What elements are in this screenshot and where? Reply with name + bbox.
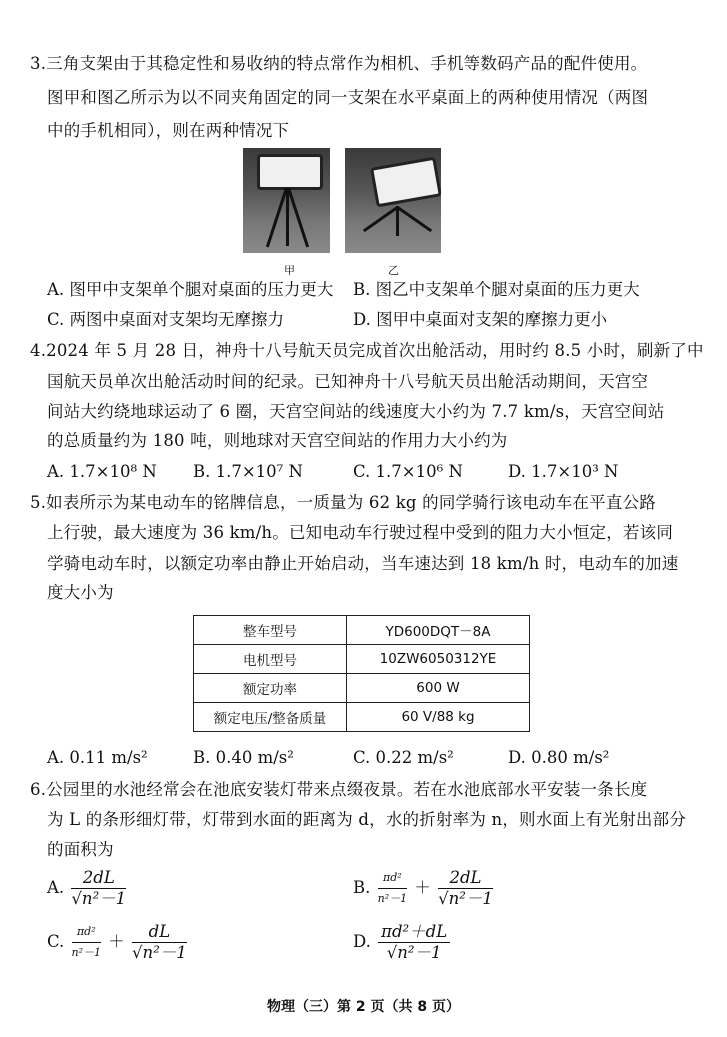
fraction [132,922,187,963]
plus-sign: ＋ [414,878,431,897]
q4-line3: 间站大约绕地球运动了 6 圈，天宫空间站的线速度大小约为 7.7 km/s，天宫空间站 [47,402,665,421]
figure-yi-photo [345,148,441,253]
option-letter: D. [353,932,371,951]
denominator: √n²－1 [132,943,187,962]
table-value: 10ZW6050312YE [347,645,530,674]
denominator: √n²－1 [71,889,127,908]
option-letter: B. [353,878,371,897]
fraction [71,868,126,909]
phone-shape [370,157,441,208]
figure-label-jia: 甲 [284,264,295,277]
table-value: YD600DQT－8A [347,616,530,645]
table-row [194,645,530,674]
plus-sign: ＋ [108,932,125,951]
fraction [72,922,102,963]
q6-option-d [353,922,452,963]
table-row [194,703,530,732]
q3-line1: 3.三角支架由于其稳定性和易收纳的特点常作为相机、手机等数码产品的配件使用。 [30,54,648,73]
q3-option-c: C. 两图中桌面对支架均无摩擦力 [47,310,285,329]
page-footer: 物理（三）第 2 页（共 8 页） [267,999,460,1015]
q6-option-a [47,868,128,909]
table-key: 额定功率 [194,674,347,703]
q3-line2: 图甲和图乙所示为以不同夹角固定的同一支架在水平桌面上的两种使用情况（两图 [47,88,649,107]
option-letter: A. [47,878,65,897]
q6-option-c [47,922,189,963]
fraction [378,922,450,963]
table-row [194,616,530,645]
table-key: 电机型号 [194,645,347,674]
q5-option-a: A. 0.11 m/s² [47,748,148,767]
q6-line1: 6.公园里的水池经常会在池底安装灯带来点缀夜景。若在水池底部水平安装一条长度 [30,780,648,799]
table-value: 60 V/88 kg [347,703,530,732]
q4-option-d: D. 1.7×10³ N [508,462,619,481]
denominator: √n²－1 [386,943,442,962]
q4-option-a: A. 1.7×10⁸ N [47,462,157,481]
numerator: dL [132,922,187,943]
tripod-leg [398,207,432,232]
q3-option-a: A. 图甲中支架单个腿对桌面的压力更大 [47,280,334,299]
denominator: n²－1 [71,946,102,959]
q5-line3: 学骑电动车时，以额定功率由静止开始启动，当车速达到 18 km/h 时，电动车的加速 [47,554,679,573]
option-letter: C. [47,932,65,951]
numerator: πd² [378,868,408,889]
q5-line1: 5.如表所示为某电动车的铭牌信息，一质量为 62 kg 的同学骑行该电动车在平直公路 [30,493,656,512]
q6-line3: 的面积为 [47,840,114,859]
q5-option-c: C. 0.22 m/s² [353,748,454,767]
denominator: n²－1 [377,892,408,905]
q5-line2: 上行驶，最大速度为 36 km/h。已知电动车行驶过程中受到的阻力大小恒定，若该同 [47,523,674,542]
nameplate-table [193,615,530,732]
figure-jia-photo [243,148,330,253]
q3-option-d: D. 图甲中桌面对支架的摩擦力更小 [353,310,608,329]
numerator: πd²＋dL [378,922,450,943]
q3-line3: 中的手机相同），则在两种情况下 [47,121,290,140]
q6-line2: 为 L 的条形细灯带，灯带到水面的距离为 d，水的折射率为 n，则水面上有光射出部分 [47,810,687,829]
figure-label-yi: 乙 [388,264,399,277]
q5-line4: 度大小为 [47,583,114,602]
table-row [194,674,530,703]
q4-option-b: B. 1.7×10⁷ N [193,462,303,481]
q5-option-b: B. 0.40 m/s² [193,748,294,767]
tripod-leg [396,206,399,236]
tripod-leg [287,188,309,248]
numerator: πd² [72,922,102,943]
q4-option-c: C. 1.7×10⁶ N [353,462,463,481]
denominator: √n²－1 [438,889,493,908]
q6-option-b [353,868,495,909]
table-key: 额定电压/整备质量 [194,703,347,732]
q4-line2: 国航天员单次出舱活动时间的纪录。已知神舟十八号航天员出舱活动期间，天宫空 [47,372,649,391]
fraction [438,868,493,909]
fraction [378,868,408,909]
q3-option-b: B. 图乙中支架单个腿对桌面的压力更大 [353,280,640,299]
numerator: 2dL [71,868,126,889]
q5-option-d: D. 0.80 m/s² [508,748,610,767]
tripod-leg [286,188,289,246]
table-key: 整车型号 [194,616,347,645]
table-value: 600 W [347,674,530,703]
tripod-leg [363,207,397,232]
phone-shape [257,154,323,190]
q4-line4: 的总质量约为 180 吨，则地球对天宫空间站的作用力大小约为 [47,431,508,450]
tripod-leg [266,188,288,248]
numerator: 2dL [438,868,493,889]
q4-line1: 4.2024 年 5 月 28 日，神舟十八号航天员完成首次出舱活动，用时约 8.5 小时，刷新了中 [30,341,704,360]
